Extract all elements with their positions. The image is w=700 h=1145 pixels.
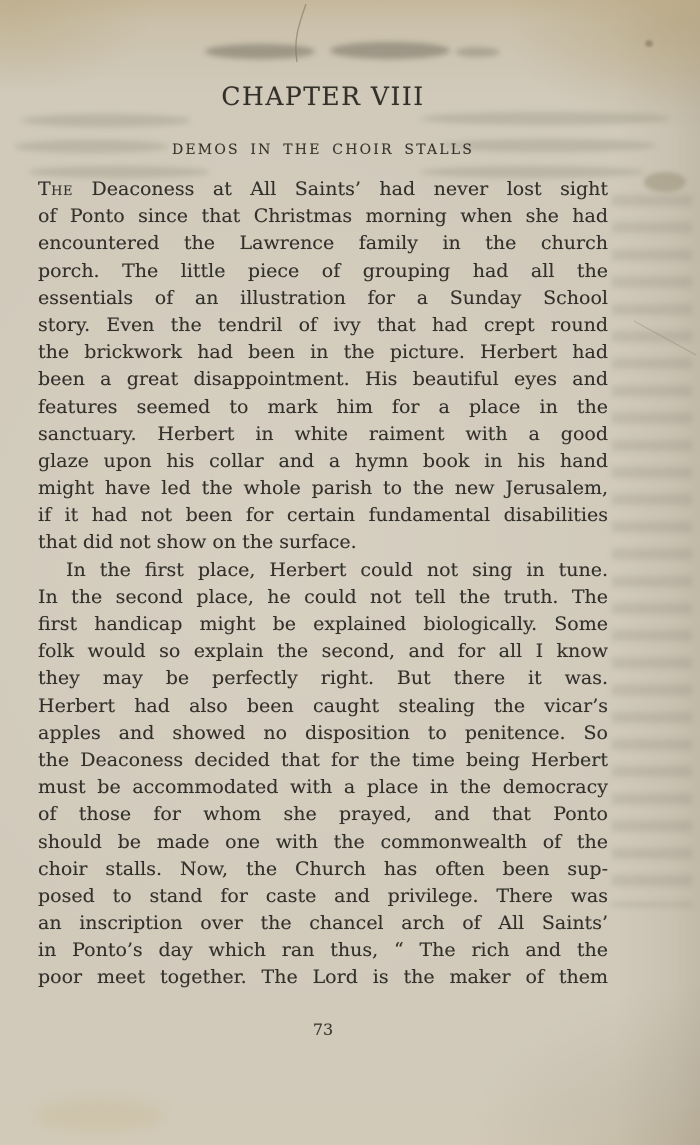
text-line: encountered the Lawrence family in the church (38, 232, 608, 255)
paper-stain (35, 1098, 165, 1132)
margin-bleedthrough-text (612, 195, 692, 907)
text-line: folk would so explain the second, and for all I know (38, 640, 608, 663)
ink-bleedthrough-smudge (420, 112, 670, 125)
text-line: story. Even the tendril of ivy that had crept round (38, 313, 608, 336)
text-line: might have led the whole parish to the new Jerusalem, (38, 477, 608, 500)
paragraph (38, 557, 608, 992)
text-line: poor meet together. The Lord is the maker of them (38, 966, 608, 989)
text-line: In the first place, Herbert could not sing in tune. (66, 558, 608, 581)
ink-bleedthrough-smudge (455, 47, 500, 57)
hair-scratch (280, 0, 320, 70)
text-line: essentials of an illustration for a Sunday School (38, 286, 608, 309)
paragraph (38, 176, 608, 557)
text-line: if it had not been for certain fundamental disabilities (38, 504, 608, 527)
text-line: glaze upon his collar and a hymn book in his hand (38, 449, 608, 472)
text-line: the Deaconess decided that for the time being Herbert (38, 748, 608, 771)
text-line (38, 176, 608, 203)
text-line: first handicap might be explained biologically. Some (38, 613, 608, 635)
ink-bleedthrough-smudge (205, 44, 315, 59)
text-line: been a great disappointment. His beautiful eyes and (38, 368, 608, 391)
text-line: the brickwork had been in the picture. Herbert had (38, 341, 608, 364)
text-line: Herbert had also been caught stealing the vicar’s (38, 694, 608, 717)
text-line: must be accommodated with a place in the democracy (38, 776, 608, 799)
text-line: that did not show on the surface. (38, 531, 357, 554)
text-line: an inscription over the chancel arch of All Saints’ (38, 912, 608, 935)
page-number: 73 (312, 1020, 334, 1039)
text-line: apples and showed no disposition to penitence. So (38, 721, 608, 744)
paper-speck (645, 40, 653, 47)
text-line: porch. The little piece of grouping had all the (38, 259, 608, 282)
text-line: features seemed to mark him for a place in the (38, 395, 608, 418)
text-line: in Ponto’s day which ran thus, “ The rich and the (38, 939, 608, 962)
text-line: choir stalls. Now, the Church has often been sup- (38, 857, 608, 880)
section-title: DEMOS IN THE CHOIR STALLS (171, 142, 475, 158)
ink-bleedthrough-smudge (330, 42, 450, 59)
text-line: sanctuary. Herbert in white raiment with a good (38, 422, 608, 445)
paper-stain (644, 172, 686, 192)
text-line: of those for whom she prayed, and that Ponto (38, 803, 608, 826)
text-line: posed to stand for caste and privilege. There was (38, 884, 608, 907)
text-line: they may be perfectly right. But there it was. (38, 667, 608, 690)
text-line: should be made one with the commonwealth of the (38, 830, 608, 853)
text-line: In the second place, he could not tell the truth. The (38, 585, 608, 608)
body-text (38, 176, 608, 992)
small-caps-lead: The (38, 178, 73, 200)
chapter-heading: CHAPTER VIII (221, 82, 425, 111)
ink-bleedthrough-smudge (21, 114, 191, 127)
text-line-rest: Deaconess at All Saints’ had never lost sight (73, 178, 608, 200)
text-line: of Ponto since that Christmas morning when she had (38, 205, 608, 228)
